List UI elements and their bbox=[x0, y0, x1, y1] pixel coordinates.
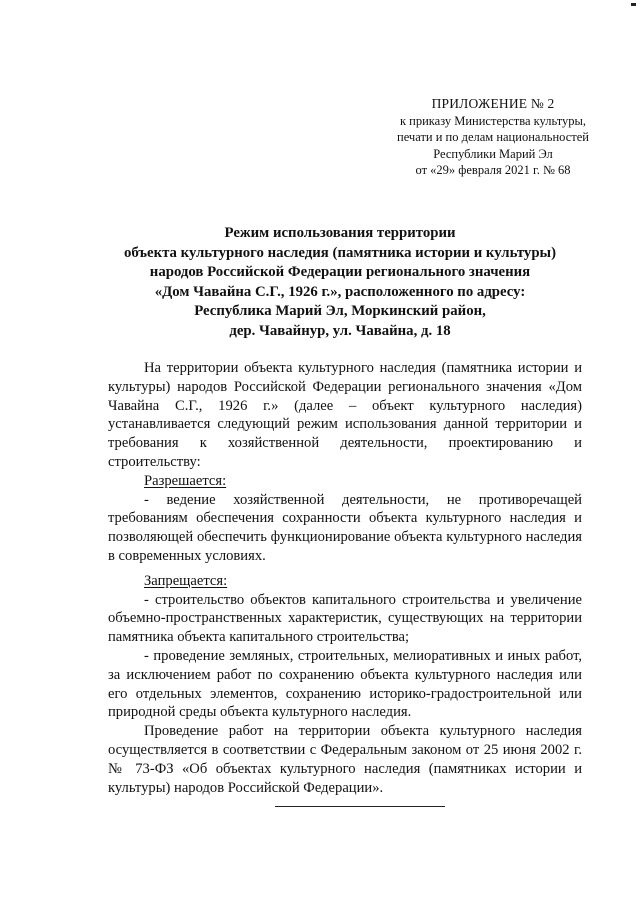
intro-paragraph: На территории объекта культурного наследия (памятника истории и культуры) народов Российской Федерации регионального значения «Дом Чавайна С.Г., 1926 г.» (далее – объект культурного наследия) устанавливается следующий режим использования данной территории и требования к хозяйственной деятельности, проектированию и строительству: bbox=[108, 360, 582, 470]
document-body bbox=[108, 359, 582, 797]
appendix-line: печати и по делам национальностей bbox=[397, 130, 589, 144]
title-line: дер. Чавайнур, ул. Чавайна, д. 18 bbox=[229, 322, 451, 339]
title-line: народов Российской Федерации регионального значения bbox=[149, 264, 531, 281]
closing-paragraph: Проведение работ на территории объекта культурного наследия осуществляется в соответствии с Федеральным законом от 25 июня 2002 г. № 73-ФЗ «Об объектах культурного наследия (памятниках истории и культуры) народов Российской Федерации». bbox=[108, 723, 582, 796]
forbidden-heading: Запрещается: bbox=[144, 572, 228, 589]
title-line: Режим использования территории bbox=[224, 225, 456, 241]
title-line: «Дом Чавайна С.Г., 1926 г.», расположенного по адресу: bbox=[154, 283, 526, 300]
appendix-block bbox=[388, 96, 598, 179]
appendix-title: ПРИЛОЖЕНИЕ № 2 bbox=[431, 96, 555, 111]
scan-edge-mark bbox=[631, 3, 636, 6]
allowed-heading: Разрешается: bbox=[144, 472, 227, 489]
allowed-item: - ведение хозяйственной деятельности, не противоречащей требованиям обеспечения сохранности объекта культурного наследия и позволяющей обеспечить функционирование объекта культурного наследия в современных условиях. bbox=[108, 491, 582, 564]
appendix-line: Республики Марий Эл bbox=[433, 146, 553, 161]
forbidden-item: - строительство объектов капитального строительства и увеличение объемно-пространственных характеристик, существующих на территории памятника объекта капитального строительства; bbox=[108, 591, 582, 646]
closing-rule bbox=[275, 806, 445, 807]
title-line: Республика Марий Эл, Моркинский район, bbox=[194, 303, 486, 320]
forbidden-item: - проведение земляных, строительных, мелиоративных и иных работ, за исключением работ по сохранению объекта культурного наследия или его отдельных элементов, сохранению историко-градостроительной или природной среды объекта культурного наследия. bbox=[108, 647, 582, 721]
document-title bbox=[90, 224, 590, 342]
appendix-line: к приказу Министерства культуры, bbox=[399, 113, 587, 128]
appendix-date-line: от «29» февраля 2021 г. № 68 bbox=[415, 163, 571, 177]
title-line: объекта культурного наследия (памятника истории и культуры) bbox=[123, 244, 557, 261]
